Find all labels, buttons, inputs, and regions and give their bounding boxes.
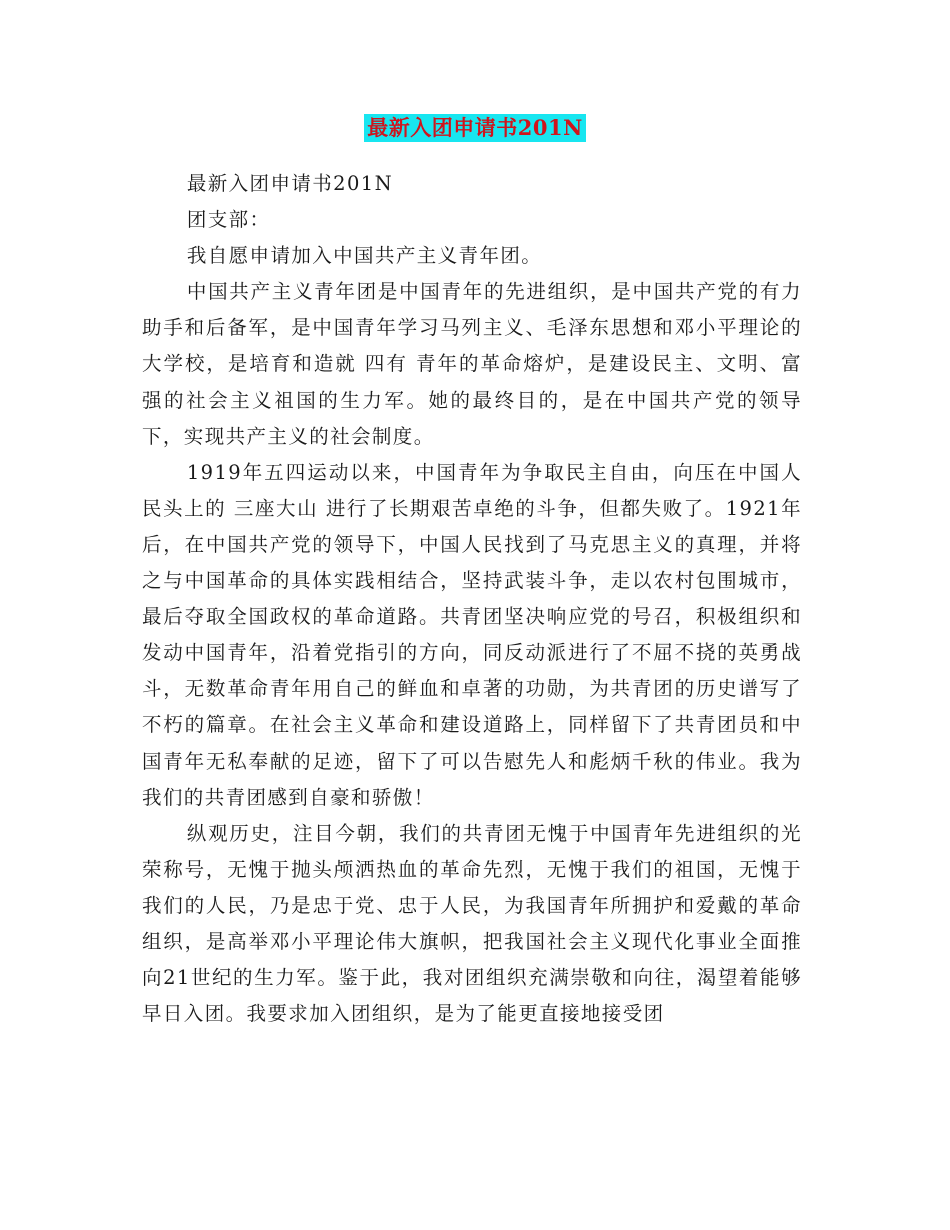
paragraph: 1919年五四运动以来，中国青年为争取民主自由，向压在中国人民头上的 三座大山 进行了长期艰苦卓绝的斗争，但都失败了。1921年后，在中国共产党的领导下，中国人民找到了马克思主义的真理，并将之与中国革命的具体实践相结合，坚持武装斗争，走以农村包围城市，最后夺取全国政权的革命道路。共青团坚决响应党的号召，积极组织和发动中国青年，沿着党指引的方向，同反动派进行了不屈不挠的英勇战斗，无数革命青年用自己的鲜血和卓著的功勋，为共青团的历史谱写了不朽的篇章。在社会主义革命和建设道路上，同样留下了共青团员和中国青年无私奉献的足迹，留下了可以告慰先人和彪炳千秋的伟业。我为我们的共青团感到自豪和骄傲！ [142, 460, 802, 809]
document-title: 最新入团申请书201N [364, 114, 586, 142]
title-container [0, 114, 950, 142]
paragraph: 中国共产主义青年团是中国青年的先进组织，是中国共产党的有力助手和后备军，是中国青年学习马列主义、毛泽东思想和邓小平理论的大学校，是培育和造就 四有 青年的革命熔炉，是建设民主、文明、富强的社会主义祖国的生力军。她的最终目的，是在中国共产党的领导下，实现共产主义的社会制度。 [142, 280, 802, 448]
salutation: 团支部： [186, 208, 271, 232]
document-body [142, 166, 802, 1032]
paragraph: 我自愿申请加入中国共产主义青年团。 [186, 244, 543, 268]
paragraph: 纵观历史，注目今朝，我们的共青团无愧于中国青年先进组织的光荣称号，无愧于抛头颅洒热血的革命先烈，无愧于我们的祖国，无愧于我们的人民，乃是忠于党、忠于人民，为我国青年所拥护和爱戴的革命组织，是高举邓小平理论伟大旗帜，把我国社会主义现代化事业全面推向21世纪的生力军。鉴于此，我对团组织充满崇敬和向往，渴望着能够早日入团。我要求加入团组织，是为了能更直接地接受团 [142, 821, 802, 1026]
document-subtitle: 最新入团申请书201N [186, 172, 394, 195]
